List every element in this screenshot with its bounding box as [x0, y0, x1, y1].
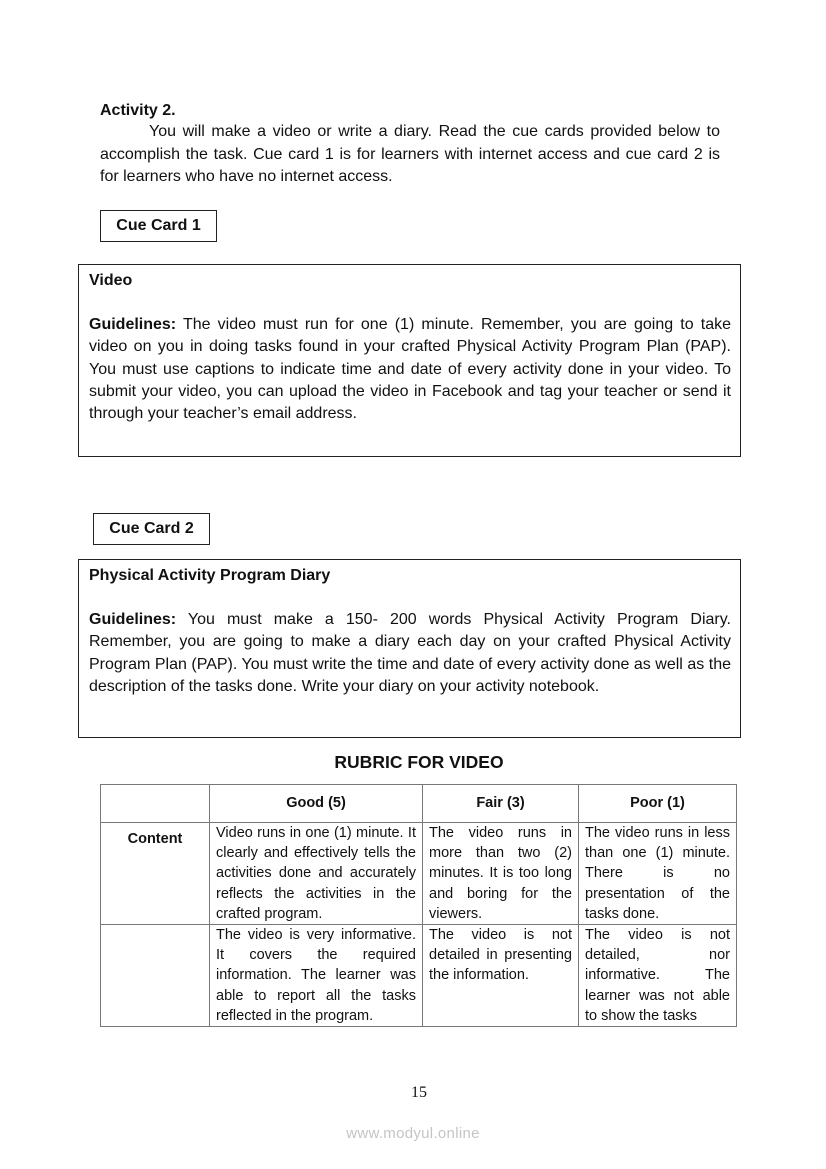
guidelines-label: Guidelines: [89, 611, 177, 628]
cue-card-1-label: Cue Card 1 [100, 210, 217, 242]
cue-card-1-guidelines [89, 314, 731, 425]
poor-cell: The video is not detailed, nor informative. The learner was not able to show the tasks [579, 925, 737, 1027]
rubric-title: RUBRIC FOR VIDEO [334, 752, 504, 772]
cue-card-2-box [78, 559, 741, 738]
rubric-table [100, 784, 737, 1027]
cue-card-2-title: Physical Activity Program Diary [89, 567, 331, 584]
cue-card-2-label: Cue Card 2 [93, 513, 210, 545]
header-good: Good (5) [210, 785, 423, 823]
poor-cell: The video runs in less than one (1) minute. There is no presentation of the tasks done. [579, 823, 737, 925]
header-criterion [101, 785, 210, 823]
cue-card-1-title: Video [89, 272, 133, 289]
activity-intro: You will make a video or write a diary. Read the cue cards provided below to accomplish the task. Cue card 1 is for learners with internet access and cue card 2 is for learners who have no internet access. [100, 123, 720, 185]
fair-cell: The video runs in more than two (2) minutes. It is too long and boring for the viewers. [423, 823, 579, 925]
activity-title: Activity 2. [100, 102, 176, 119]
table-row [101, 823, 737, 925]
header-fair: Fair (3) [423, 785, 579, 823]
criterion-cell: Content [101, 823, 210, 925]
good-cell: The video is very informative. It covers the required information. The learner was able to report all the tasks reflected in the program. [210, 925, 423, 1027]
fair-cell: The video is not detailed in presenting the information. [423, 925, 579, 1027]
header-poor: Poor (1) [579, 785, 737, 823]
page-number: 15 [411, 1084, 427, 1101]
table-row [101, 925, 737, 1027]
criterion-cell [101, 925, 210, 1027]
watermark: www.modyul.online [346, 1125, 480, 1142]
good-cell: Video runs in one (1) minute. It clearly and effectively tells the activities done and accurately reflects the activities in the crafted program. [210, 823, 423, 925]
cue-card-2-guidelines [89, 609, 731, 698]
guidelines-text: The video must run for one (1) minute. Remember, you are going to take video on you in doing tasks found in your crafted Physical Activity Program Plan (PAP). You must use captions to indicate time and date of every activity done in your video. To submit your video, you can upload the video in Facebook and tag your teacher or send it through your teacher’s email address. [89, 316, 731, 423]
guidelines-text: You must make a 150- 200 words Physical Activity Program Diary. Remember, you are going to make a diary each day on your crafted Physical Activity Program Plan (PAP). You must write the time and date of every activity done as well as the description of the tasks done. Write your diary on your activity notebook. [89, 611, 731, 695]
cue-card-1-box [78, 264, 741, 457]
rubric-header-row [101, 785, 737, 823]
guidelines-label: Guidelines: [89, 316, 177, 333]
